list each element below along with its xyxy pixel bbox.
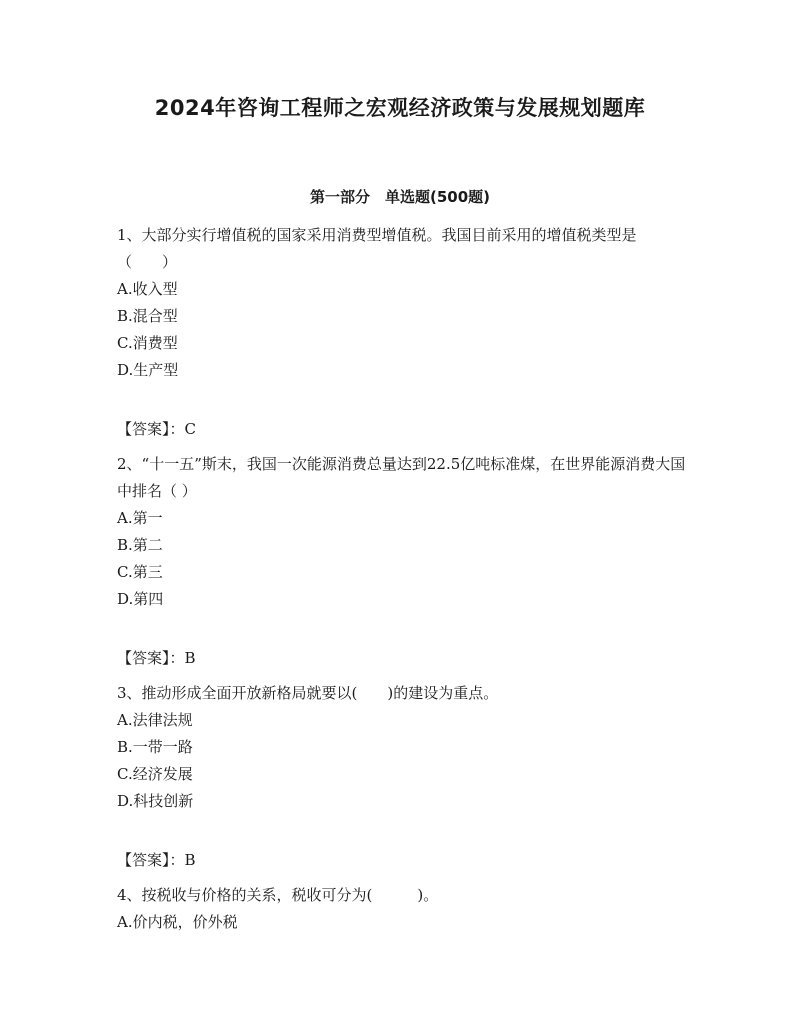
- answer-value: C: [184, 420, 196, 438]
- option-c: C.经济发展: [117, 765, 193, 783]
- question-stem: 3、推动形成全面开放新格局就要以( )的建设为重点。: [117, 684, 499, 702]
- question-list: [117, 222, 687, 936]
- option-a: A.收入型: [117, 280, 178, 298]
- question-stem: 4、按税收与价格的关系，税收可分为( )。: [117, 886, 439, 904]
- answer-label: 【答案】：: [117, 851, 185, 869]
- answer-label: 【答案】：: [117, 649, 185, 667]
- answer-value: B: [184, 649, 196, 667]
- answer-line: [117, 645, 687, 672]
- question-stem: 2、“十一五”斯末，我国一次能源消费总量达到22.5亿吨标准煤，在世界能源消费大国中排名（ ）: [117, 455, 686, 500]
- answer-label: 【答案】：: [117, 420, 185, 438]
- option-d: D.科技创新: [117, 792, 194, 810]
- question-item: [117, 680, 687, 874]
- option-a: A.价内税，价外税: [117, 913, 238, 931]
- option-d: D.生产型: [117, 361, 179, 379]
- question-item: [117, 222, 687, 443]
- option-b: B.第二: [117, 536, 163, 554]
- option-a: A.第一: [117, 509, 163, 527]
- option-c: C.消费型: [117, 334, 178, 352]
- question-item: [117, 882, 687, 936]
- option-b: B.混合型: [117, 307, 178, 325]
- document-title: 2024年咨询工程师之宏观经济政策与发展规划题库: [154, 96, 646, 120]
- question-stem: 1、大部分实行增值税的国家采用消费型增值税。我国目前采用的增值税类型是（ ）: [117, 226, 637, 271]
- question-item: [117, 451, 687, 672]
- option-c: C.第三: [117, 563, 163, 581]
- option-d: D.第四: [117, 590, 164, 608]
- section-title: 第一部分 单选题(500题): [309, 188, 491, 206]
- option-a: A.法律法规: [117, 711, 193, 729]
- answer-line: [117, 847, 687, 874]
- answer-line: [117, 416, 687, 443]
- option-b: B.一带一路: [117, 738, 193, 756]
- answer-value: B: [184, 851, 196, 869]
